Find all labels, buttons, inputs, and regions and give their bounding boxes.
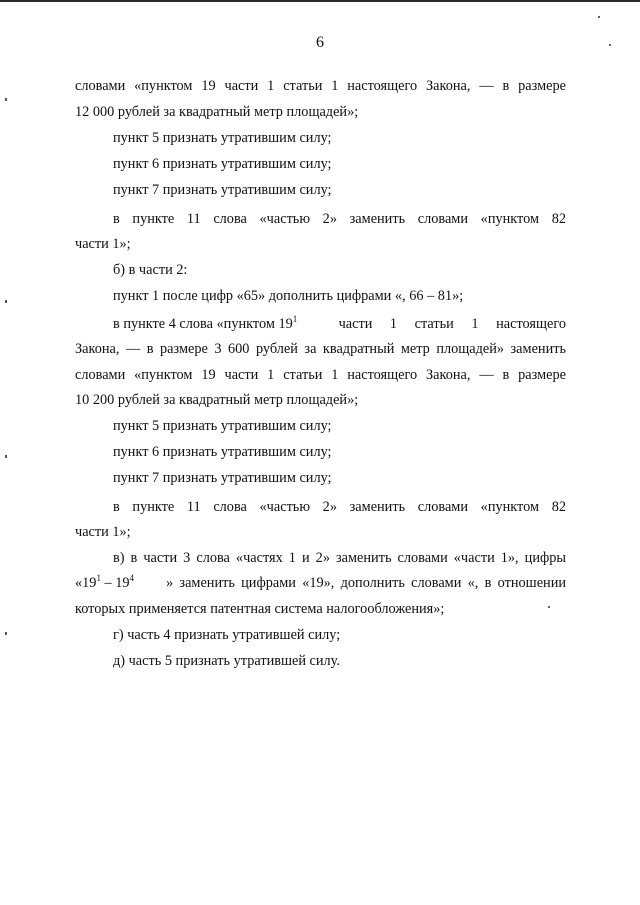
line-text: » заменить цифрами «19», дополнить словами «, в отношении (166, 575, 566, 591)
paragraph-line: части 1»; (75, 236, 131, 252)
line-text: «19 (75, 575, 97, 591)
paragraph-line: пункт 5 признать утратившим силу; (113, 130, 332, 146)
paragraph-line: в) в части 3 слова «частях 1 и 2» заменить словами «части 1», цифры (113, 550, 566, 566)
scan-margin-mark (5, 632, 7, 635)
paragraph-line (75, 574, 566, 592)
superscript: 1 (96, 573, 101, 583)
paragraph-line: г) часть 4 признать утратившей силу; (113, 627, 341, 643)
paragraph-line: в пункте 11 слова «частью 2» заменить словами «пунктом 82 (113, 499, 566, 515)
scan-top-border (0, 0, 640, 2)
paragraph-line: пункт 5 признать утратившим силу; (113, 418, 332, 434)
superscript: 4 (129, 573, 135, 583)
paragraph-line: пункт 6 признать утратившим силу; (113, 156, 332, 172)
paragraph-line (113, 315, 566, 333)
paragraph-line: пункт 6 признать утратившим силу; (113, 444, 332, 460)
line-text: в пункте 4 слова «пунктом 19 (113, 316, 293, 332)
page-number: 6 (316, 34, 324, 51)
scan-margin-mark (5, 455, 7, 458)
paragraph-line: д) часть 5 признать утратившей силу. (113, 653, 340, 669)
paragraph-line: Закона, — в размере 3 600 рублей за квадратный метр площадей» заменить (75, 341, 566, 357)
scan-speck (548, 606, 550, 608)
line-segment (113, 315, 297, 333)
paragraph-line: словами «пунктом 19 части 1 статьи 1 настоящего Закона, — в размере (75, 367, 566, 383)
paragraph-line: б) в части 2: (113, 262, 188, 278)
paragraph-line: 10 200 рублей за квадратный метр площадей»; (75, 392, 359, 408)
paragraph-line: пункт 7 признать утратившим силу; (113, 182, 332, 198)
paragraph-line: в пункте 11 слова «частью 2» заменить словами «пунктом 82 (113, 211, 566, 227)
superscript: 1 (292, 314, 298, 324)
line-text: – 19 (100, 575, 130, 591)
paragraph-line: пункт 1 после цифр «65» дополнить цифрами «, 66 – 81»; (113, 288, 464, 304)
paragraph-line: части 1»; (75, 524, 131, 540)
line-text: части 1 статьи 1 настоящего (321, 316, 566, 332)
paragraph-line: которых применяется патентная система налогообложения»; (75, 601, 445, 617)
scan-margin-mark (5, 98, 7, 101)
paragraph-line: словами «пунктом 19 части 1 статьи 1 настоящего Закона, — в размере (75, 78, 566, 94)
scan-speck (598, 16, 600, 18)
line-segment (75, 574, 134, 592)
scan-margin-mark (5, 300, 7, 303)
paragraph-line: пункт 7 признать утратившим силу; (113, 470, 332, 486)
paragraph-line: 12 000 рублей за квадратный метр площадей»; (75, 104, 359, 120)
